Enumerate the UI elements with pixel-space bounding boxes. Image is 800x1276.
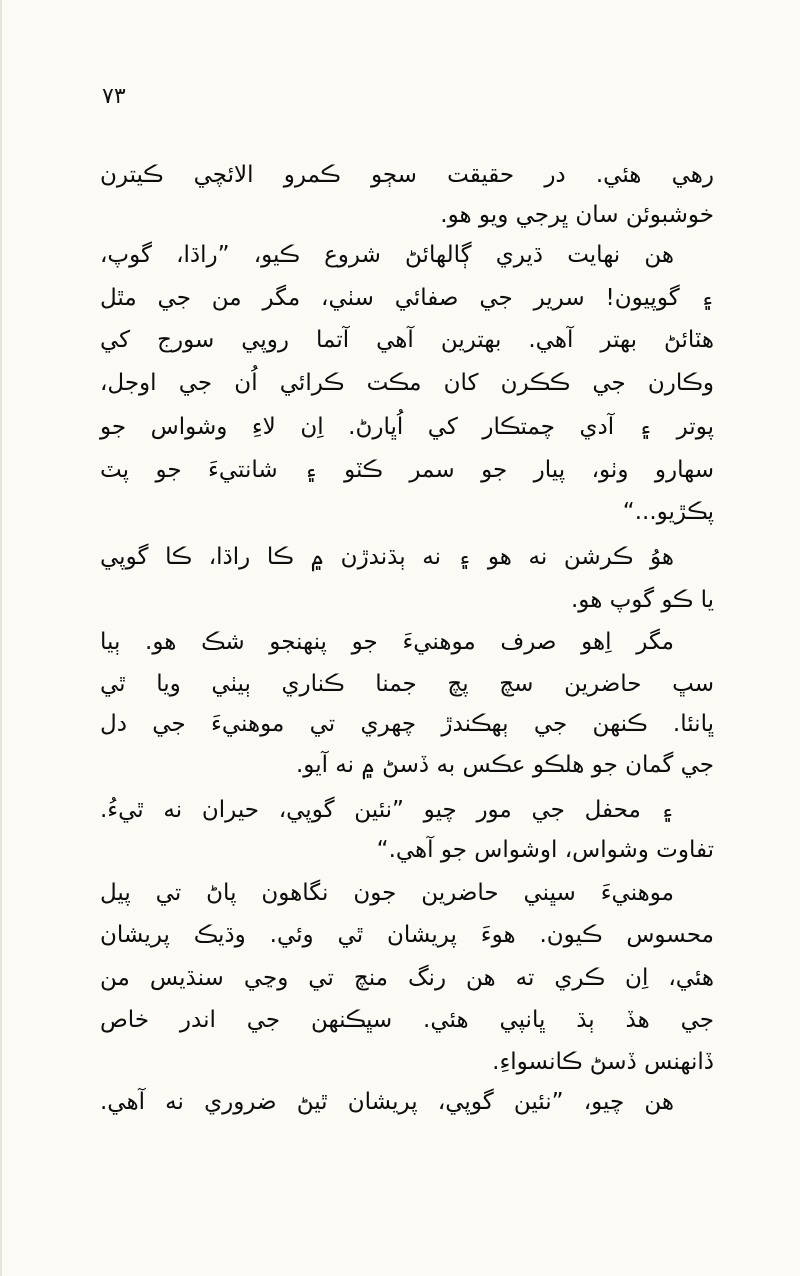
text-line: ڀانئا. ڪنهن جي ٻهڪندڙ چهري تي موهنيءَ جي دل xyxy=(100,711,714,737)
text-line: محسوس ڪيون. هوءَ پريشان ٿي وئي. وڌيڪ پريشان xyxy=(100,922,714,948)
text-line: هٽائڻ بهتر آهي. بهترين آهي آتما روپي سورج کي xyxy=(100,327,714,353)
page-number: ٧٣ xyxy=(102,84,126,109)
text-line: پوتر ۽ آدي چمتڪار کي اُڀارڻ. اِن لاءِ وشواس جو xyxy=(100,414,714,440)
paragraph-start-line: هن نهايت ڌيري ڳالهائڻ شروع ڪيو، ”راڌا، گوپ، xyxy=(100,242,674,268)
text-line: خوشبوئن سان ڀرجي ويو هو. xyxy=(440,202,714,228)
text-line: پڪڙيو...“ xyxy=(622,499,714,525)
text-line: جي هڏ ٻڌ ڀانپي هئي. سڀڪنهن جي اندر خاص xyxy=(100,1007,714,1033)
text-line: رهي هئي. در حقيقت سڄو ڪمرو الائچي ڪيترن xyxy=(100,162,714,188)
paragraph-start-line: مگر اِهو صرف موهنيءَ جو پنهنجو شڪ هو. ٻيا xyxy=(100,629,674,655)
text-line: سهارو وٺو، پيار جو سمر ڪٽو ۽ شانتيءَ جو پٽ xyxy=(100,457,714,483)
text-line: تفاوت وشواس، اوشواس جو آهي.“ xyxy=(376,837,714,863)
paragraph-start-line: ۽ محفل جي مور چيو ”نئين گوپي، حيران نه ٿيءُ. xyxy=(100,797,674,823)
paragraph-start-line: هن چيو، ”نئين گوپي، پريشان ٿيڻ ضروري نه آهي. xyxy=(100,1089,674,1115)
text-line: جي گمان جو هلڪو عڪس به ڏسڻ ۾ نه آيو. xyxy=(296,752,714,778)
paragraph-start-line: موهنيءَ سڀني حاضرين جون نگاهون پاڻ تي پيل xyxy=(100,880,674,906)
paragraph-start-line: هوُ ڪرشن نه هو ۽ نه ٻڌندڙن ۾ ڪا راڌا، ڪا گوپي xyxy=(100,544,674,570)
text-line: سڀ حاضرين سچ پچ جمنا ڪناري ٻيٺي ويا ٿي xyxy=(100,671,714,697)
text-line: ڏانهنس ڏسڻ ڪانسواءِ. xyxy=(492,1049,714,1075)
text-line: هئي، اِن ڪري ته هن رنگ منچ تي وڃي سنڌيس من xyxy=(100,965,714,991)
text-line: يا ڪو گوپ هو. xyxy=(571,587,714,613)
text-line: ۽ گوپيون! سرير جي صفائي سٺي، مگر من جي مٿل xyxy=(100,285,714,311)
text-line: وڪارن جي ڪڪرن کان مڪت ڪرائي اُن جي اوجل، xyxy=(100,370,714,396)
